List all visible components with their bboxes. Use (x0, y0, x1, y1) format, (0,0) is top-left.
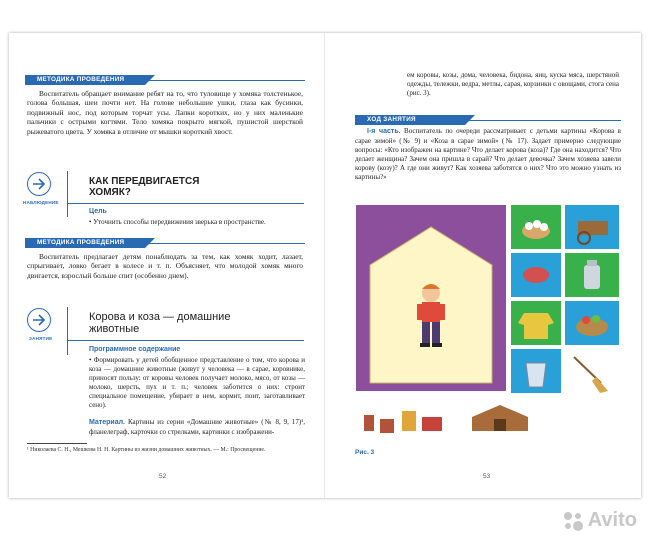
part-text: Воспитатель по очереди рассматривает с детьми картины «Корова в сарае зимой» (№ 9) и «Коза в сарае зимой» (№ 17). Задает примерно следующие вопросы: «Кто изображен на картине? Что делает корова (коза)? Где она находится? Что делает женщина? Зачем она пришла в сарай? Что делает девочка? Зачем хозяева завели корову (козу)? А где они живут? Как хозяева заботятся о них? Что это можно узнать из картины?» (355, 127, 621, 181)
left-page (9, 33, 325, 498)
arrow-circle-icon-2 (27, 308, 51, 332)
page-number-right: 53 (483, 473, 491, 480)
title-underline (67, 203, 304, 204)
title-underline-2 (67, 340, 304, 341)
vertical-divider (67, 171, 68, 217)
paragraph-observation: Воспитатель предлагает детям понаблюдать за тем, как хомяк ходит, лазает, спрыгивает, ловко бегает в колесе и т. п. Объясняет, что молодой хомяк много двигается, взрослый больше спит (особенно днем). (27, 252, 303, 280)
goal-heading: Цель (89, 208, 107, 215)
program-heading: Программное содержание (89, 346, 181, 353)
watermark-text: Avito (587, 509, 637, 531)
lesson-progress-bar: ХОД ЗАНЯТИЯ (355, 115, 465, 125)
material-text: Картины из серии «Домашние животные» (№ 8, 9, 17)¹, фланелеграф, карточки со стрелками, картинки с изображени- (89, 418, 306, 436)
arrow-circle-icon (27, 172, 51, 196)
paragraph-hamster-description: Воспитатель обращает внимание ребят на то, что туловище у хомяка толстенькое, голова большая, шеи почти нет. На голове небольшие ушки, глаза как бусинки, подвижный нос, под которым торчат усы. Лапки коротких, но у них маленькие пальчики с острыми когтями. Тело хомяка покрыто мягкой, пушистой шерсткой рыжеватого цвета. У хомяка в отличие от мышки короткий хвост. (27, 89, 303, 136)
figure-illustration (356, 205, 624, 445)
paragraph-materials-continued: ем коровы, козы, дома, человека, бидона, яиц, куска мяса, шерстяной одежды, тележки, ведра, метлы, сарая, корзинки с овощами, стога сена (рис. 3). (407, 71, 619, 97)
section-title-cow-goat: Корова и коза — домашние животные (89, 311, 231, 335)
right-page (325, 33, 641, 498)
figure-caption: Рис. 3 (355, 449, 375, 456)
avito-watermark (562, 509, 637, 532)
goal-text: • Уточнить способы передвижения зверька в пространстве. (89, 218, 266, 226)
page-number-left: 52 (159, 473, 167, 480)
section-label-observation: НАБЛЮДЕНИЕ (23, 200, 59, 205)
vertical-divider-2 (67, 307, 68, 355)
part-one-paragraph (355, 127, 621, 181)
tile-broom (565, 349, 619, 393)
section-title-hamster-movement: КАК ПЕРЕДВИГАЕТСЯ ХОМЯК? (89, 176, 200, 198)
method-bar-2: МЕТОДИКА ПРОВЕДЕНИЯ (25, 238, 145, 248)
material-paragraph (89, 418, 305, 437)
program-text: • Формировать у детей обобщенное представление о том, что корова и коза — домашние животные (живут у человека — в сарае, коровнике, приносят пользу: от коровы человек получает молоко, мясо, от козы — молоко, шерсть, пух и т. п.; человек заботится о них: строит специальное помещение, убирает в нем, кормит, поит, заготавливает сено). (89, 356, 305, 409)
footnote-rule (27, 443, 87, 444)
material-heading: Материал. (89, 419, 125, 426)
tile-empty (564, 397, 619, 441)
section-label-lesson: ЗАНЯТИЕ (29, 336, 53, 341)
avito-dots-icon (562, 510, 584, 532)
footnote: ¹ Николаева С. Н., Мешкова Н. Н. Картины из жизни домашних животных. — М.: Просвещение. (27, 447, 266, 453)
part-label: I-я часть. (367, 128, 401, 135)
method-bar-1: МЕТОДИКА ПРОВЕДЕНИЯ (25, 75, 145, 85)
book-spread (9, 33, 641, 498)
